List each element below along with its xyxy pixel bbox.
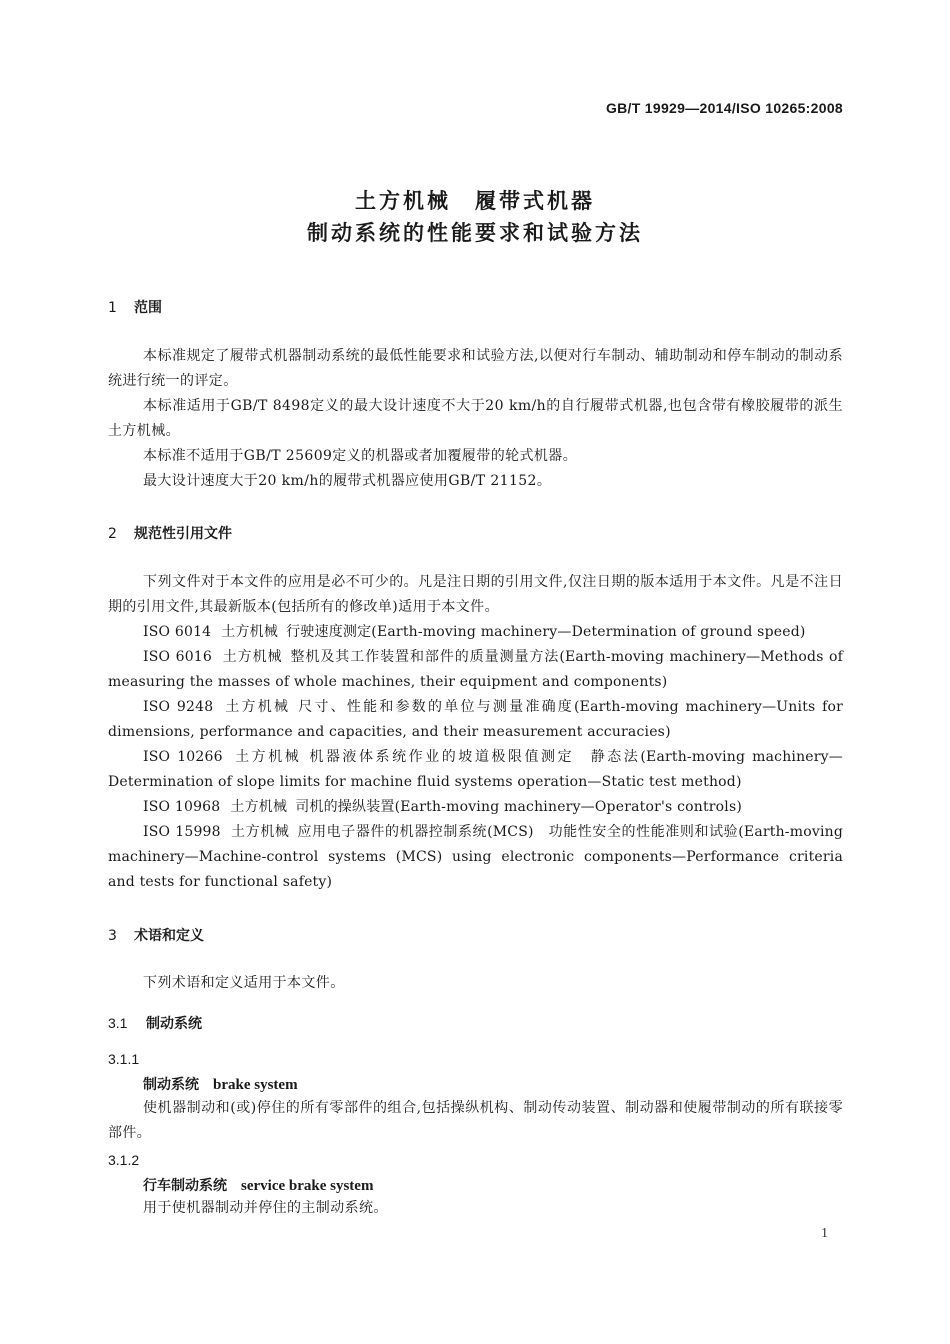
- reference-category: 土方机械: [221, 624, 279, 640]
- reference-category: 土方机械: [222, 649, 283, 665]
- term-heading: [143, 1074, 298, 1094]
- term-definition: 用于使机器制动并停住的主制动系统。: [143, 1200, 388, 1216]
- references-intro: 下列文件对于本文件的应用是必不可少的。凡是注日期的引用文件,仅注日期的版本适用于本文件。凡是不注日期的引用文件,其最新版本(包括所有的修改单)适用于本文件。: [108, 574, 843, 615]
- scope-paragraph-2: 本标准适用于GB/T 8498定义的最大设计速度不大于20 km/h的自行履带式机器,也包含带有橡胶履带的派生土方机械。: [108, 398, 843, 439]
- reference-item: [108, 795, 843, 820]
- reference-item: [108, 745, 843, 795]
- subsection-number: 3.1: [108, 1015, 128, 1031]
- section-number: 1: [108, 300, 117, 316]
- section-title: 范围: [134, 300, 162, 316]
- subsection-3-1-heading: [108, 1013, 202, 1033]
- reference-code: ISO 6014: [143, 624, 212, 640]
- scope-paragraph-4: 最大设计速度大于20 km/h的履带式机器应使用GB/T 21152。: [143, 473, 552, 489]
- term-english: brake system: [213, 1077, 298, 1093]
- reference-item: [108, 820, 843, 895]
- reference-code: ISO 6016: [143, 649, 213, 665]
- subsection-title: 制动系统: [146, 1015, 202, 1031]
- reference-category: 土方机械: [223, 699, 291, 715]
- standard-code: GB/T 19929—2014/ISO 10265:2008: [605, 100, 843, 116]
- reference-title: 机器液体系统作业的坡道极限值测定 静态法(Earth-moving machinery—Determination of slope limits for machine fluid systems operation—Static test method): [108, 749, 843, 790]
- section-number: 3: [108, 928, 117, 944]
- document-title-line2: 制动系统的性能要求和试验方法: [307, 221, 643, 245]
- reference-title: 司机的操纵装置(Earth-moving machinery—Operator's controls): [295, 799, 743, 815]
- reference-item: [108, 695, 843, 745]
- section-3-heading: [108, 925, 204, 945]
- term-heading: [143, 1175, 373, 1195]
- document-title-line1: 土方机械 履带式机器: [355, 189, 595, 213]
- reference-item: [108, 620, 843, 645]
- reference-code: ISO 10266: [143, 749, 223, 765]
- section-1-heading: [108, 297, 162, 317]
- reference-title: 整机及其工作装置和部件的质量测量方法(Earth-moving machinery—Methods of measuring the masses of whole machines, their equipment and components): [108, 649, 843, 690]
- reference-category: 土方机械: [230, 824, 290, 840]
- scope-paragraph-3: 本标准不适用于GB/T 25609定义的机器或者加覆履带的轮式机器。: [143, 448, 578, 464]
- reference-item: [108, 645, 843, 695]
- term-chinese: 制动系统: [143, 1077, 199, 1093]
- reference-code: ISO 9248: [143, 699, 214, 715]
- section-number: 2: [108, 526, 117, 542]
- reference-title: 应用电子器件的机器控制系统(MCS) 功能性安全的性能准则和试验(Earth-moving machinery—Machine-control systems (MCS) using electronic components—Performance criteria and tests for functional safety): [108, 824, 843, 890]
- reference-category: 土方机械: [232, 749, 302, 765]
- reference-title: 行驶速度测定(Earth-moving machinery—Determination of ground speed): [286, 624, 806, 640]
- term-chinese: 行车制动系统: [143, 1178, 227, 1194]
- term-number: 3.1.2: [108, 1152, 140, 1168]
- term-english: service brake system: [241, 1178, 374, 1194]
- reference-code: ISO 10968: [143, 799, 221, 815]
- reference-title: 尺寸、性能和参数的单位与测量准确度(Earth-moving machinery—Units for dimensions, performance and capacities, and their measurement accuracies): [108, 699, 843, 740]
- reference-category: 土方机械: [230, 799, 288, 815]
- terms-intro: 下列术语和定义适用于本文件。: [143, 975, 345, 991]
- section-title: 规范性引用文件: [134, 526, 232, 542]
- scope-paragraph-1: 本标准规定了履带式机器制动系统的最低性能要求和试验方法,以便对行车制动、辅助制动和停车制动的制动系统进行统一的评定。: [108, 348, 843, 389]
- section-2-heading: [108, 523, 232, 543]
- reference-code: ISO 15998: [143, 824, 221, 840]
- term-number: 3.1.1: [108, 1051, 140, 1067]
- term-definition: 使机器制动和(或)停住的所有零部件的组合,包括操纵机构、制动传动装置、制动器和使履带制动的所有联接零部件。: [108, 1100, 843, 1141]
- page-number: 1: [821, 1226, 828, 1241]
- section-title: 术语和定义: [134, 928, 204, 944]
